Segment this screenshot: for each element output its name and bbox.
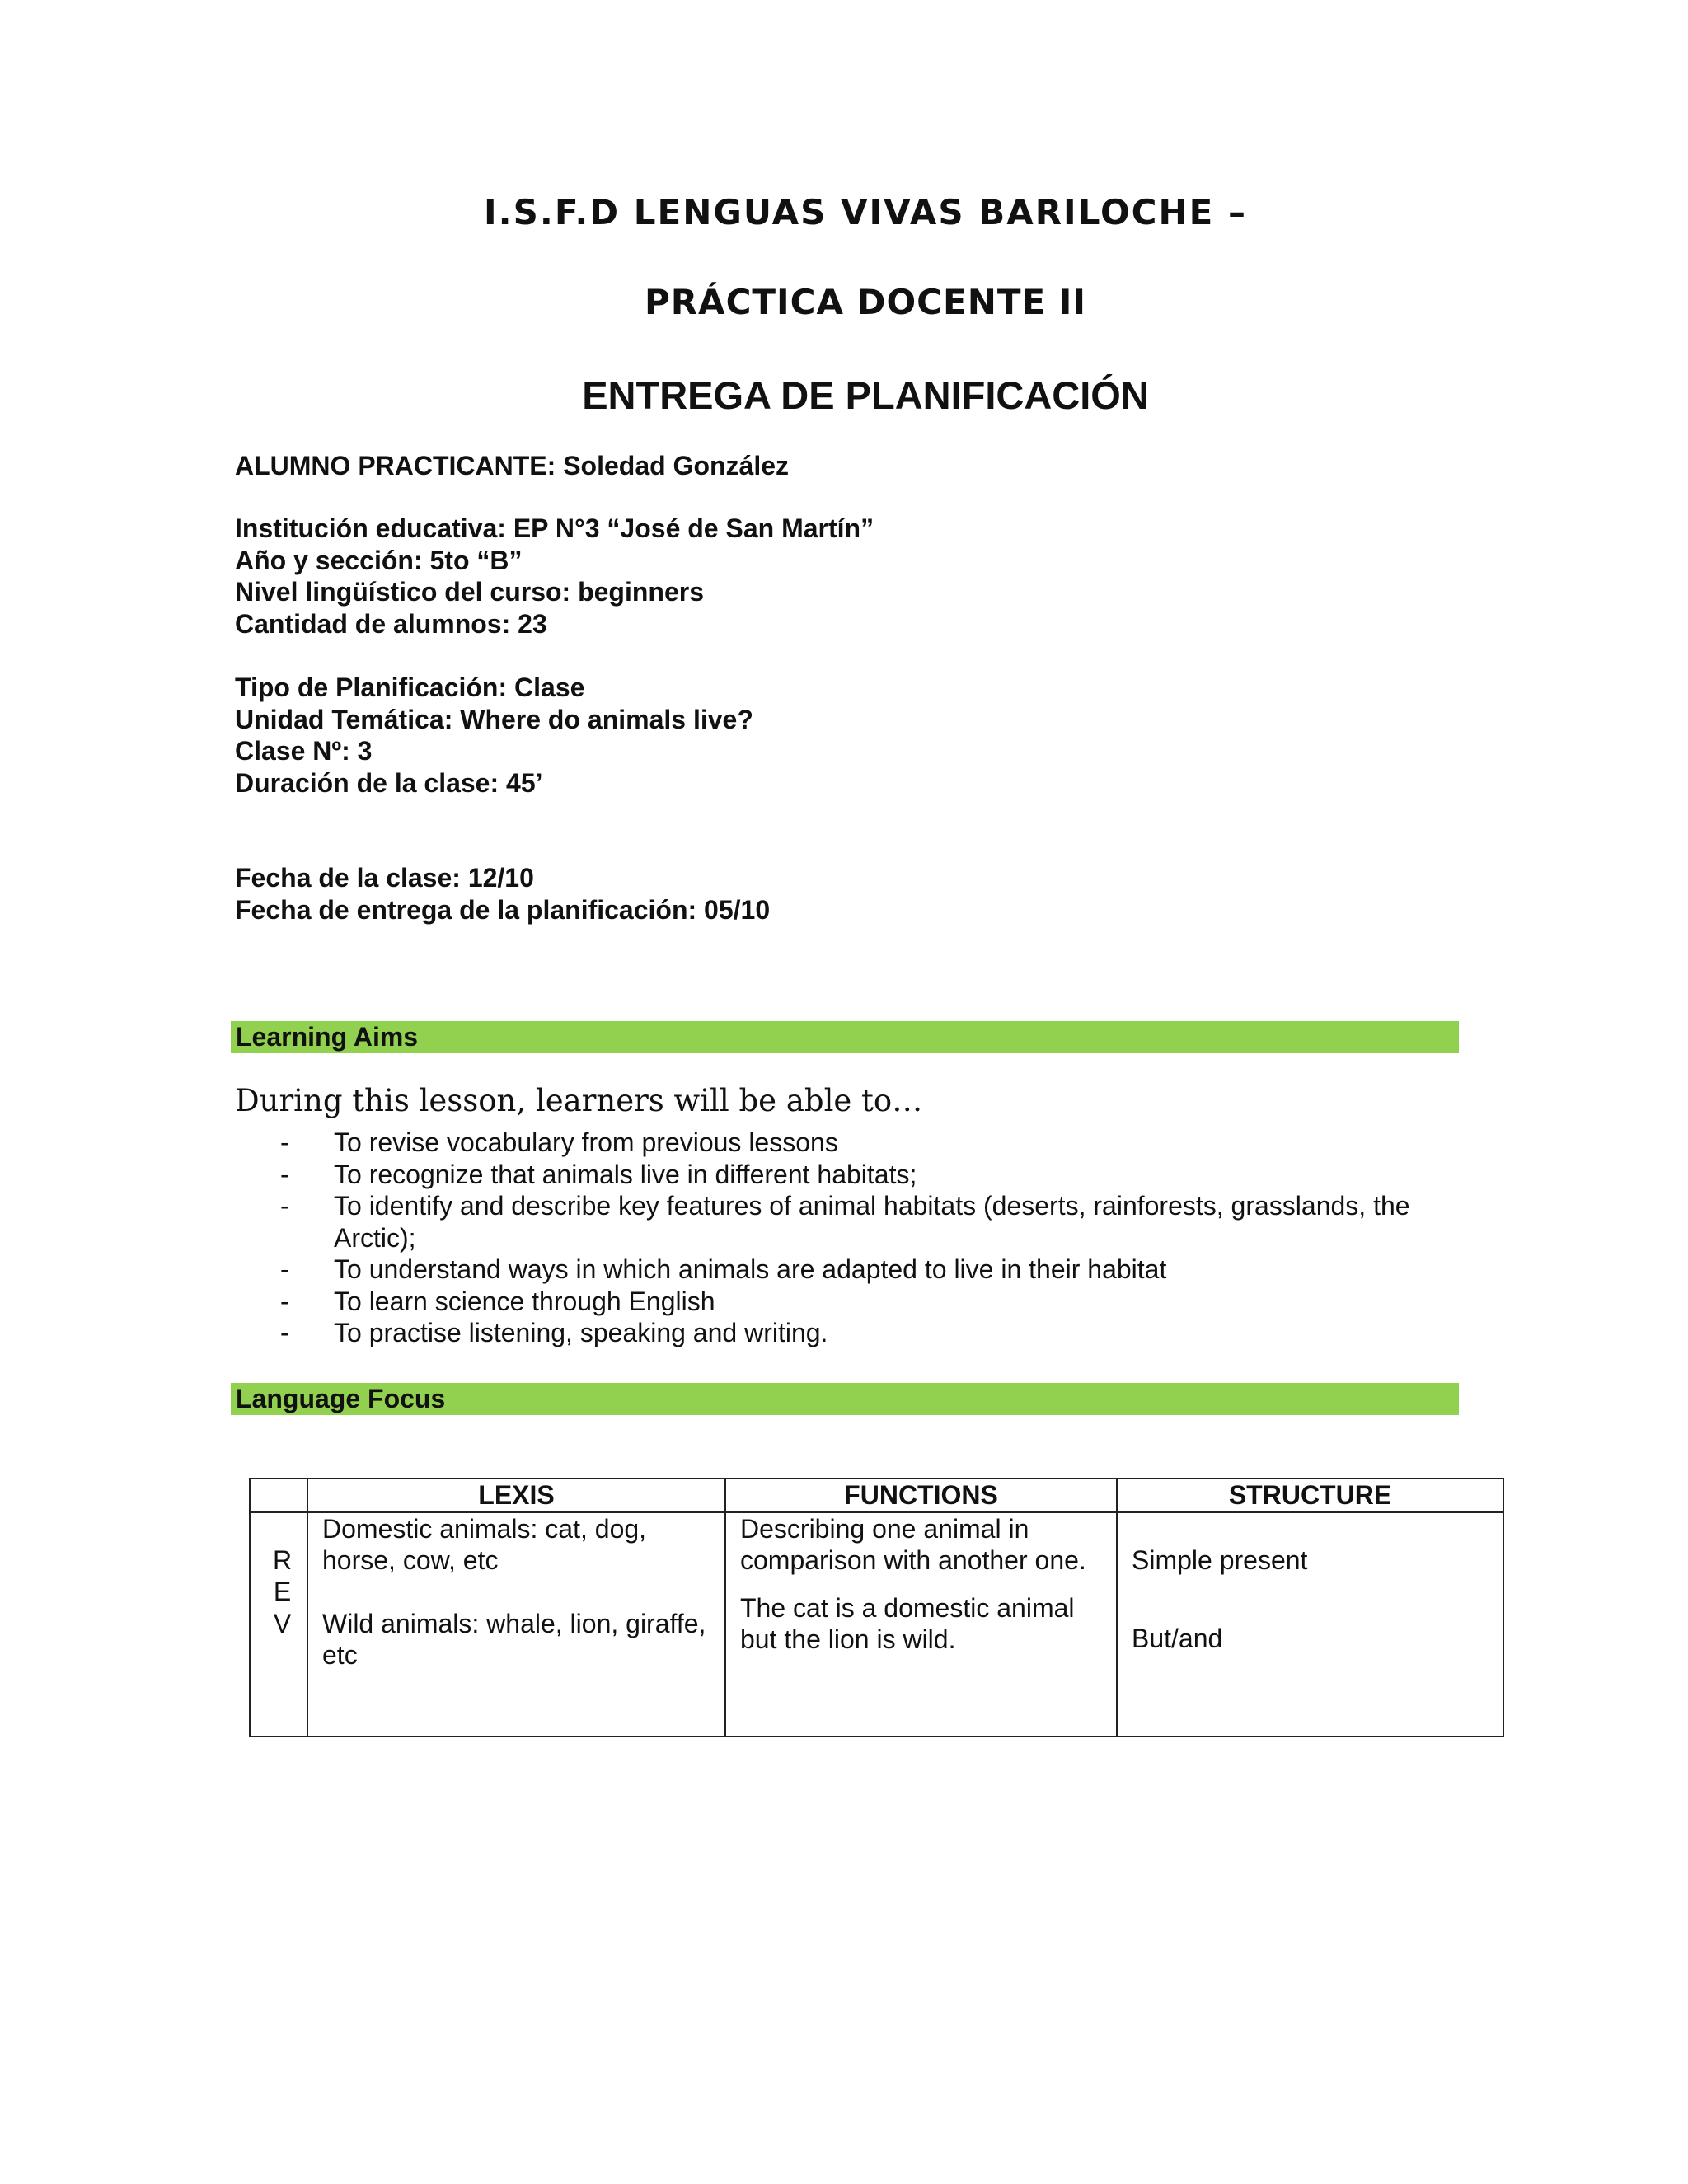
table-row bbox=[250, 1512, 1503, 1736]
list-item bbox=[280, 1127, 1451, 1159]
spacer bbox=[322, 1577, 718, 1608]
delivery-date-line: Fecha de entrega de la planificación: 05/10 bbox=[235, 894, 771, 925]
school-line: Institución educativa: EP N°3 “José de San Martín” bbox=[235, 513, 874, 543]
column-header-functions: FUNCTIONS bbox=[725, 1479, 1117, 1512]
school-info bbox=[235, 513, 874, 640]
aim-text: To understand ways in which animals are adapted to live in their habitat bbox=[334, 1254, 1167, 1284]
structure-connectors: But/and bbox=[1132, 1624, 1223, 1653]
rev-letter: V bbox=[273, 1608, 292, 1638]
aim-text: To revise vocabulary from previous lessons bbox=[334, 1127, 838, 1157]
column-header-structure: STRUCTURE bbox=[1117, 1479, 1503, 1512]
bullet-dash: - bbox=[280, 1286, 289, 1316]
list-item bbox=[280, 1190, 1451, 1254]
structure-tense: Simple present bbox=[1132, 1544, 1308, 1575]
aim-text: To learn science through English bbox=[334, 1286, 715, 1316]
list-item bbox=[280, 1159, 1451, 1191]
list-item bbox=[280, 1286, 1451, 1318]
plan-type-line: Tipo de Planificación: Clase bbox=[235, 673, 585, 702]
bullet-dash: - bbox=[280, 1254, 289, 1284]
institution-title: I.S.F.D LENGUAS VIVAS BARILOCHE – bbox=[484, 192, 1247, 232]
column-header-lexis: LEXIS bbox=[307, 1479, 725, 1512]
aim-text: To practise listening, speaking and writing. bbox=[334, 1318, 828, 1347]
spacer bbox=[1132, 1576, 1496, 1607]
function-description: Describing one animal in comparison with another one. bbox=[740, 1513, 1086, 1575]
learning-aims-heading: Learning Aims bbox=[231, 1021, 1459, 1053]
class-date-line: Fecha de la clase: 12/10 bbox=[235, 863, 534, 893]
unit-line: Unidad Temática: Where do animals live? bbox=[235, 704, 753, 734]
table-header-row bbox=[250, 1479, 1503, 1512]
lexis-domestic: Domestic animals: cat, dog, horse, cow, etc bbox=[322, 1513, 647, 1575]
rev-letter: R bbox=[272, 1544, 293, 1575]
column-header-blank bbox=[250, 1479, 307, 1512]
class-number-line: Clase Nº: 3 bbox=[235, 736, 373, 766]
bullet-dash: - bbox=[280, 1191, 289, 1221]
bullet-dash: - bbox=[280, 1318, 289, 1347]
list-item bbox=[280, 1317, 1451, 1349]
rev-letter: E bbox=[273, 1577, 292, 1606]
students-count-line: Cantidad de alumnos: 23 bbox=[235, 608, 547, 639]
language-focus-heading: Language Focus bbox=[231, 1383, 1459, 1415]
bullet-dash: - bbox=[280, 1159, 289, 1189]
dates-info bbox=[235, 862, 770, 926]
list-item bbox=[280, 1254, 1451, 1286]
year-section-line: Año y sección: 5to “B” bbox=[235, 545, 523, 575]
student-line: ALUMNO PRACTICANTE: Soledad González bbox=[235, 451, 790, 480]
duration-line: Duración de la clase: 45’ bbox=[235, 767, 543, 798]
function-example: The cat is a domestic animal but the lion is wild. bbox=[740, 1592, 1075, 1654]
course-title: PRÁCTICA DOCENTE II bbox=[644, 282, 1087, 322]
lexis-cell bbox=[307, 1512, 725, 1736]
document-title: ENTREGA DE PLANIFICACIÓN bbox=[582, 373, 1149, 417]
rev-letters bbox=[265, 1544, 300, 1640]
aim-text: To recognize that animals live in different habitats; bbox=[334, 1159, 917, 1189]
language-focus-table bbox=[249, 1478, 1504, 1737]
spacer bbox=[1132, 1513, 1496, 1544]
structure-cell bbox=[1117, 1512, 1503, 1736]
functions-cell bbox=[725, 1512, 1117, 1736]
rev-cell bbox=[250, 1512, 307, 1736]
learning-aims-intro: During this lesson, learners will be able to… bbox=[235, 1083, 923, 1118]
student-info bbox=[235, 450, 789, 482]
learning-aims-list bbox=[280, 1127, 1451, 1349]
bullet-dash: - bbox=[280, 1127, 289, 1157]
lexis-wild: Wild animals: whale, lion, giraffe, etc bbox=[322, 1608, 706, 1670]
aim-text: To identify and describe key features of animal habitats (deserts, rainforests, grasslands, the Arctic); bbox=[334, 1191, 1410, 1253]
spacer bbox=[740, 1577, 1109, 1592]
level-line: Nivel lingüístico del curso: beginners bbox=[235, 577, 704, 607]
spacer bbox=[1132, 1607, 1496, 1623]
plan-info bbox=[235, 672, 753, 799]
